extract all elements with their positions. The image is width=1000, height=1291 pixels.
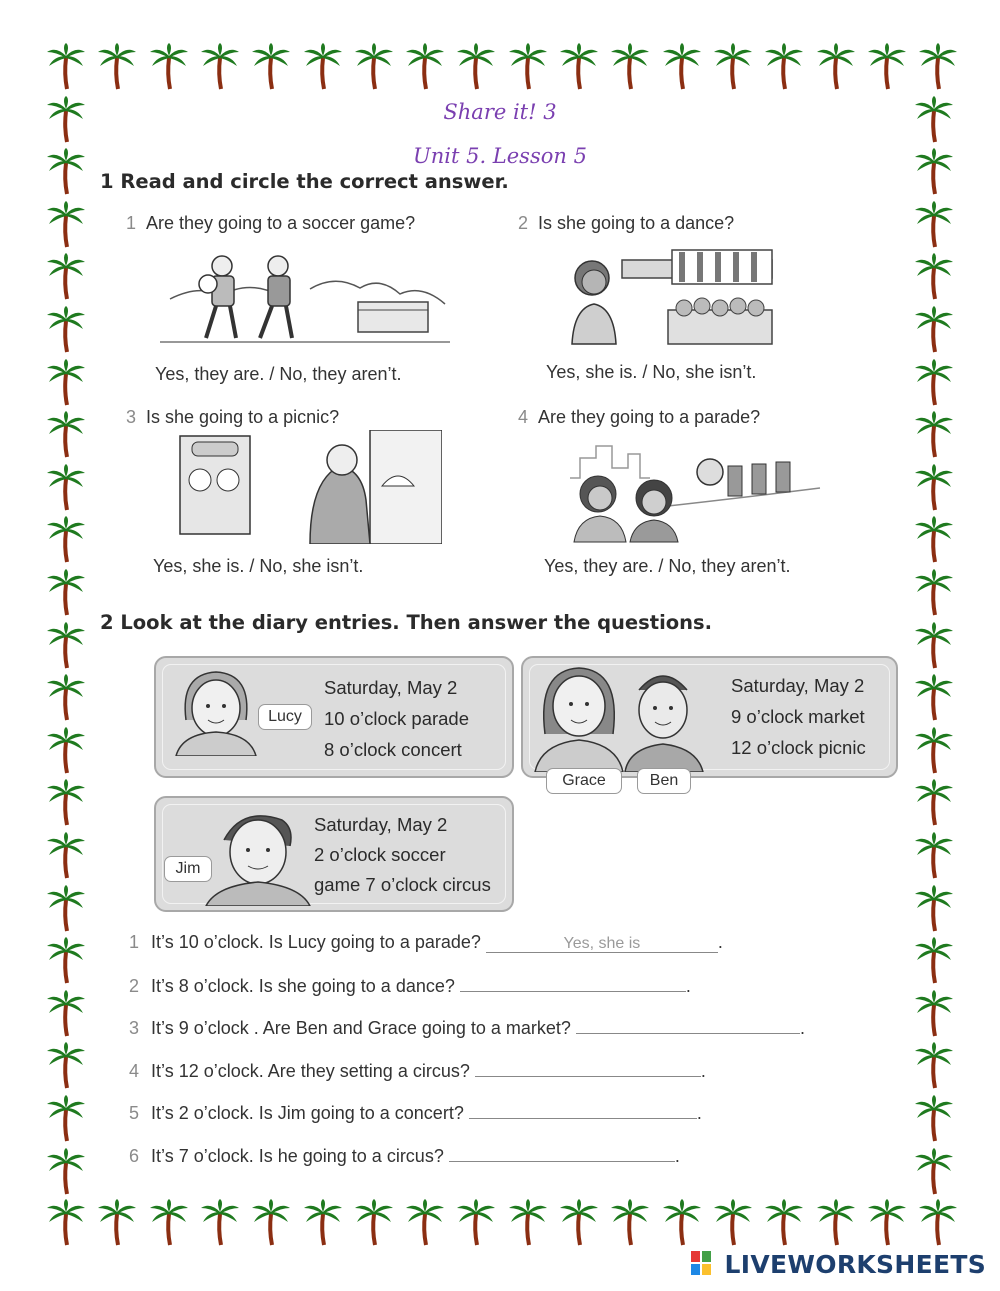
question-1-4: 4 Are they going to a parade?	[518, 407, 761, 427]
palm-tree-icon	[149, 1198, 189, 1246]
palm-tree-icon	[816, 1198, 856, 1246]
palm-tree-icon	[46, 358, 86, 406]
palm-tree-icon	[764, 1198, 804, 1246]
palm-tree-icon	[46, 463, 86, 511]
palm-tree-icon	[914, 463, 954, 511]
palm-tree-icon	[914, 568, 954, 616]
palm-tree-icon	[405, 1198, 445, 1246]
palm-tree-icon	[46, 200, 86, 248]
palm-tree-icon	[46, 726, 86, 774]
palm-tree-icon	[816, 42, 856, 90]
palm-tree-icon	[46, 515, 86, 563]
question-1-3: 3 Is she going to a picnic?	[126, 407, 340, 427]
palm-tree-icon	[46, 778, 86, 826]
palm-tree-icon	[46, 1041, 86, 1089]
name-tag-ben: Ben	[637, 768, 691, 794]
palm-tree-icon	[46, 252, 86, 300]
palm-tree-icon	[251, 1198, 291, 1246]
palm-tree-icon	[46, 1147, 86, 1195]
palm-tree-icon	[914, 778, 954, 826]
palm-tree-icon	[610, 1198, 650, 1246]
palm-tree-icon	[914, 305, 954, 353]
palm-tree-icon	[405, 42, 445, 90]
palm-tree-icon	[559, 1198, 599, 1246]
palm-tree-icon	[713, 42, 753, 90]
question-1-1: 1 Are they going to a soccer game?	[126, 213, 416, 233]
answer-choices-1-3[interactable]: Yes, she is. / No, she isn’t.	[153, 556, 364, 576]
palm-tree-icon	[46, 305, 86, 353]
palm-tree-icon	[149, 42, 189, 90]
palm-tree-icon	[46, 621, 86, 669]
diary-entries-jim: Saturday, May 2 2 o’clock soccer game 7 o’clock circus	[314, 814, 491, 895]
palm-tree-icon	[662, 1198, 702, 1246]
name-tag-grace: Grace	[546, 768, 622, 794]
palm-tree-icon	[914, 1094, 954, 1142]
palm-tree-icon	[914, 515, 954, 563]
palm-tree-icon	[914, 621, 954, 669]
palm-tree-icon	[46, 1198, 86, 1246]
question-2-2: 2 It’s 8 o’clock. Is she going to a dance? .	[129, 976, 691, 996]
palm-tree-icon	[764, 42, 804, 90]
answer-input-2-5[interactable]	[469, 1101, 697, 1119]
diary-card-lucy	[154, 656, 514, 778]
lucy-portrait	[174, 664, 258, 756]
palm-tree-icon	[251, 42, 291, 90]
palm-tree-icon	[914, 831, 954, 879]
answer-choices-1-2[interactable]: Yes, she is. / No, she isn’t.	[546, 362, 757, 382]
palm-tree-icon	[713, 1198, 753, 1246]
palm-tree-icon	[914, 200, 954, 248]
palm-tree-icon	[46, 410, 86, 458]
diary-card-grace-ben	[521, 656, 898, 778]
palm-tree-icon	[46, 568, 86, 616]
palm-tree-icon	[867, 42, 907, 90]
palm-tree-icon	[914, 1147, 954, 1195]
jim-portrait	[202, 806, 314, 906]
palm-tree-icon	[456, 1198, 496, 1246]
palm-tree-icon	[914, 673, 954, 721]
question-2-4: 4 It’s 12 o’clock. Are they setting a circus? .	[129, 1061, 706, 1081]
section2-heading: 2 Look at the diary entries. Then answer the questions.	[100, 611, 713, 634]
name-tag-lucy: Lucy	[258, 704, 312, 730]
palm-tree-icon	[46, 831, 86, 879]
palm-tree-icon	[46, 884, 86, 932]
soccer-game-illustration	[160, 244, 450, 348]
answer-choices-1-4[interactable]: Yes, they are. / No, they aren’t.	[544, 556, 791, 576]
diary-card-jim	[154, 796, 514, 912]
palm-tree-icon	[914, 1041, 954, 1089]
worksheet-subtitle: Unit 5. Lesson 5	[413, 144, 587, 168]
palm-tree-icon	[914, 936, 954, 984]
palm-tree-icon	[610, 42, 650, 90]
palm-tree-icon	[46, 673, 86, 721]
palm-tree-icon	[46, 42, 86, 90]
grace-ben-portrait	[533, 664, 723, 772]
palm-tree-icon	[303, 42, 343, 90]
palm-tree-icon	[46, 1094, 86, 1142]
question-2-1: 1 It’s 10 o’clock. Is Lucy going to a parade? Yes, she is .	[129, 932, 723, 952]
palm-tree-icon	[508, 1198, 548, 1246]
palm-tree-icon	[559, 42, 599, 90]
diary-entries-grace-ben: Saturday, May 2 9 o’clock market 12 o’clock picnic	[731, 675, 866, 758]
question-2-5: 5 It’s 2 o’clock. Is Jim going to a concert? .	[129, 1103, 702, 1123]
answer-input-2-3[interactable]	[576, 1016, 800, 1034]
answer-input-2-6[interactable]	[449, 1144, 675, 1162]
palm-tree-icon	[914, 726, 954, 774]
diary-entries-lucy: Saturday, May 2 10 o’clock parade 8 o’clock concert	[324, 677, 470, 760]
palm-tree-icon	[354, 42, 394, 90]
market-stall-illustration	[568, 248, 780, 346]
palm-tree-icon	[918, 1198, 958, 1246]
answer-input-2-4[interactable]	[475, 1059, 701, 1077]
palm-tree-icon	[97, 1198, 137, 1246]
question-2-3: 3 It’s 9 o’clock . Are Ben and Grace going to a market? .	[129, 1018, 805, 1038]
palm-tree-icon	[914, 884, 954, 932]
palm-tree-icon	[303, 1198, 343, 1246]
palm-tree-icon	[867, 1198, 907, 1246]
answer-input-2-1[interactable]: Yes, she is	[486, 935, 718, 953]
palm-tree-icon	[200, 42, 240, 90]
parade-illustration	[570, 438, 826, 544]
palm-tree-icon	[914, 358, 954, 406]
palm-tree-icon	[200, 1198, 240, 1246]
name-tag-jim: Jim	[164, 856, 212, 882]
palm-tree-icon	[662, 42, 702, 90]
worksheet-title: Share it! 3	[443, 100, 557, 124]
section1-heading: 1 Read and circle the correct answer.	[100, 170, 509, 193]
palm-tree-icon	[97, 42, 137, 90]
palm-tree-icon	[46, 989, 86, 1037]
liveworksheets-logo-icon	[691, 1251, 711, 1275]
concert-poster-illustration	[170, 430, 442, 544]
answer-input-2-2[interactable]	[460, 974, 686, 992]
palm-tree-icon	[914, 989, 954, 1037]
palm-tree-icon	[354, 1198, 394, 1246]
question-2-6: 6 It’s 7 o’clock. Is he going to a circus? .	[129, 1146, 680, 1166]
question-1-2: 2 Is she going to a dance?	[518, 213, 735, 233]
palm-tree-icon	[456, 42, 496, 90]
palm-tree-icon	[914, 410, 954, 458]
palm-tree-icon	[918, 42, 958, 90]
palm-tree-icon	[914, 252, 954, 300]
liveworksheets-brand[interactable]: LIVEWORKSHEETS	[724, 1250, 986, 1279]
palm-tree-icon	[508, 42, 548, 90]
palm-tree-icon	[46, 936, 86, 984]
answer-choices-1-1[interactable]: Yes, they are. / No, they aren’t.	[155, 364, 402, 384]
